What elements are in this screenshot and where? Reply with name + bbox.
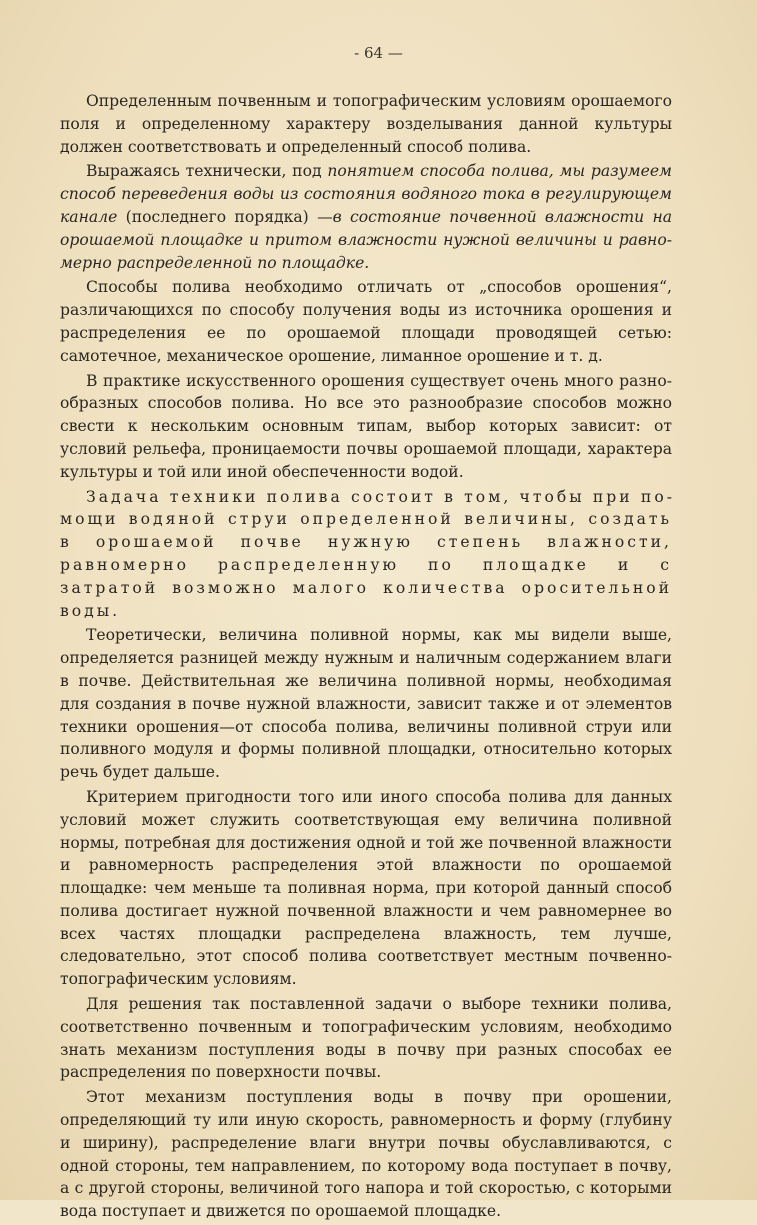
paragraph-6: Теоретически, величина поливной нормы, как мы видели выше, определяется разницей между нужным и наличным содержанием влаги в почве. Действительная же величина поливной нормы, необходимая для создания в почве нужной влажности, зависит также и от элементов техники орошения—от способа полива, величины поливной струи или поливного модуля и формы поливной площадки, относительно которых речь будет дальше.: [60, 626, 672, 782]
paragraph-4: В практике искусственного орошения существует очень много разнообразных способов полива. Но все это разнообразие способов можно свести к нескольким основным типам, выбор которых зависит: от условий рельефа, проницаемости почвы орошаемой площади, характера культуры и той или иной обеспеченности водой.: [60, 371, 672, 481]
paragraph-2-definition: понятием способа полива, мы разумеем способ переведения воды из состояния водяного тока в регулирующем канале: [60, 162, 672, 226]
paragraph-2: [60, 160, 672, 274]
paragraph-2-definition-end: —в состояние почвенной влажности на орошаемой площадке и притом влажности нужной величины и равномерно распределенной по площадке.: [60, 207, 673, 272]
body-text: [60, 90, 672, 1225]
paragraph-8: Для решения так поставленной задачи о выборе техники полива, соответственно почвенным и топографическим условиям, необходимо знать механизм поступления воды в почву при разных способах ее распределения по поверхности почвы.: [60, 995, 672, 1082]
paragraph-5: Задача техники полива состоит в том, чтобы при помощи водяной струи определенной величины, создать в орошаемой почве нужную степень влажности, равномерно распределенную по площадке и с затратой возможно малого количества оросительной воды.: [60, 487, 672, 620]
paragraph-7: Критерием пригодности того или иного способа полива для данных условий может служить соответствующая ему величина поливной нормы, потребная для достижения одной и той же почвенной влажности и равномерность распределения этой влажности по орошаемой площадке: чем меньше та поливная норма, при которой данный способ полива достигает нужной почвенной влажности и чем равномернее во всех частях площадки распределена влажность, тем лучше, следовательно, этот способ полива соответствует местным почвенно-топографическим условиям.: [60, 787, 672, 989]
paragraph-2-lead: Выражаясь технически, под: [86, 162, 328, 181]
paragraph-3: Способы полива необходимо отличать от „способов орошения“, различающихся по способу получения воды из источника орошения и распределения ее по орошаемой площади проводящей сетью: самотечное, механическое орошение, лиманное орошение и т. д.: [60, 278, 672, 365]
paragraph-1: Определенным почвенным и топографическим условиям орошаемого поля и определенному характеру возделывания данной культуры должен соответствовать и определенный способ полива.: [60, 92, 672, 156]
paragraph-2-note: (последнего порядка): [117, 207, 318, 226]
page-number: - 64 —: [354, 44, 403, 62]
paragraph-9: Этот механизм поступления воды в почву при орошении, определяющий ту или иную скорость, равномерность и форму (глубину и ширину), распределение влаги внутри почвы обуславливаются, с одной стороны, тем направлением, по которому вода поступает в почву, а с другой стороны, величиной того напора и той скоростью, с которыми вода поступает и движется по орошаемой площадке.: [60, 1088, 672, 1221]
